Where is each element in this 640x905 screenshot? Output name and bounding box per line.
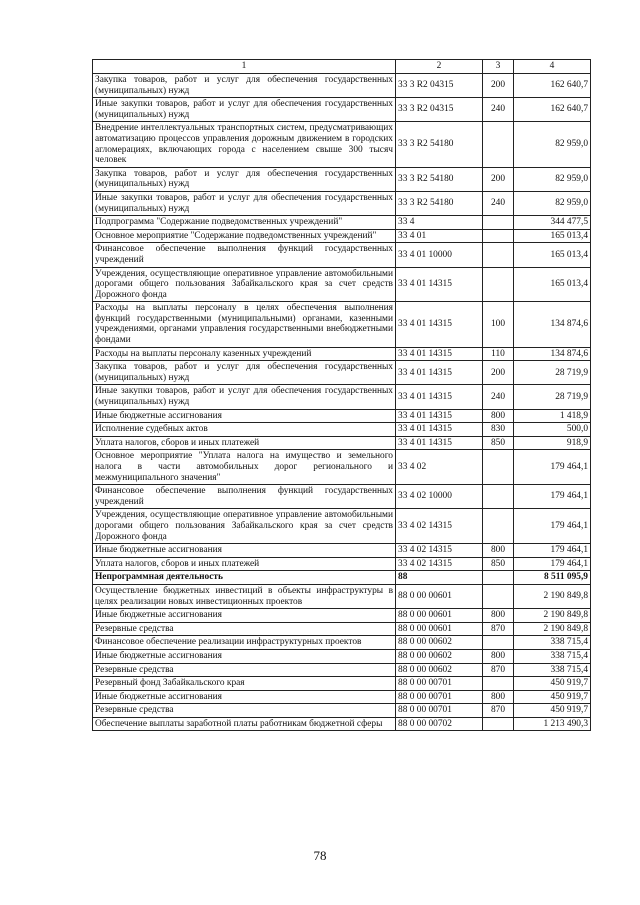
row-sum: 28 719,9 [514, 385, 591, 409]
header-col-2: 2 [396, 60, 483, 74]
row-expense-type [483, 571, 514, 585]
row-sum: 179 464,1 [514, 450, 591, 485]
row-code: 33 4 01 14315 [396, 361, 483, 385]
row-name: Закупка товаров, работ и услуг для обеспечения государственных (муниципальных) нужд [93, 74, 396, 98]
row-name: Учреждения, осуществляющие оперативное управление автомобильными дорогами общего пользования Забайкальского края за счет средств Дорожного фонда [93, 267, 396, 302]
row-expense-type: 830 [483, 423, 514, 437]
row-sum: 82 959,0 [514, 191, 591, 215]
row-expense-type: 800 [483, 690, 514, 704]
row-code: 33 4 02 14315 [396, 544, 483, 558]
row-name: Резервные средства [93, 704, 396, 718]
row-name: Финансовое обеспечение реализации инфраструктурных проектов [93, 636, 396, 650]
row-sum: 338 715,4 [514, 663, 591, 677]
row-name: Иные закупки товаров, работ и услуг для обеспечения государственных (муниципальных) нужд [93, 98, 396, 122]
row-code: 33 4 02 [396, 450, 483, 485]
row-sum: 918,9 [514, 436, 591, 450]
row-code: 33 4 02 14315 [396, 509, 483, 544]
row-name: Иные бюджетные ассигнования [93, 544, 396, 558]
row-expense-type [483, 485, 514, 509]
row-name: Внедрение интеллектуальных транспортных систем, предусматривающих автоматизацию процессов управления дорожным движением в городских агломерациях, включающих города с населением свыше 300 тысяч человек [93, 122, 396, 167]
table-row [93, 98, 591, 122]
row-name: Расходы на выплаты персоналу казенных учреждений [93, 347, 396, 361]
row-name: Закупка товаров, работ и услуг для обеспечения государственных (муниципальных) нужд [93, 167, 396, 191]
row-code: 88 0 00 00601 [396, 584, 483, 608]
row-expense-type: 800 [483, 609, 514, 623]
table-row [93, 243, 591, 267]
row-expense-type: 200 [483, 74, 514, 98]
row-name: Подпрограмма "Содержание подведомственных учреждений" [93, 216, 396, 230]
row-name: Иные бюджетные ассигнования [93, 609, 396, 623]
row-name: Расходы на выплаты персоналу в целях обеспечения выполнения функций государственными (муниципальными) органами, казенными учреждениями, органами управления государственными внебюджетными фондами [93, 302, 396, 347]
row-sum: 338 715,4 [514, 649, 591, 663]
row-name: Непрограммная деятельность [93, 571, 396, 585]
row-sum: 179 464,1 [514, 557, 591, 571]
row-code: 33 4 01 14315 [396, 409, 483, 423]
header-col-1: 1 [93, 60, 396, 74]
page-number: 78 [313, 848, 327, 863]
table-row [93, 302, 591, 347]
row-expense-type: 200 [483, 167, 514, 191]
row-expense-type: 100 [483, 302, 514, 347]
row-code: 33 3 R2 04315 [396, 98, 483, 122]
table-row [93, 649, 591, 663]
row-name: Резервные средства [93, 663, 396, 677]
table-row [93, 122, 591, 167]
row-code: 33 4 02 10000 [396, 485, 483, 509]
row-expense-type: 240 [483, 191, 514, 215]
table-row [93, 690, 591, 704]
row-code: 88 0 00 00701 [396, 704, 483, 718]
row-code: 33 4 02 14315 [396, 557, 483, 571]
row-sum: 165 013,4 [514, 229, 591, 243]
table-row [93, 167, 591, 191]
row-sum: 338 715,4 [514, 636, 591, 650]
row-name: Иные бюджетные ассигнования [93, 690, 396, 704]
table-row [93, 622, 591, 636]
table-body [93, 74, 591, 731]
row-expense-type: 110 [483, 347, 514, 361]
row-expense-type: 870 [483, 622, 514, 636]
row-name: Основное мероприятие "Содержание подведомственных учреждений" [93, 229, 396, 243]
table-row [93, 609, 591, 623]
row-expense-type: 870 [483, 663, 514, 677]
table-row [93, 509, 591, 544]
row-name: Осуществление бюджетных инвестиций в объекты инфраструктуры в целях реализации новых инвестиционных проектов [93, 584, 396, 608]
table-row [93, 216, 591, 230]
row-code: 33 4 01 14315 [396, 436, 483, 450]
row-code: 33 3 R2 54180 [396, 191, 483, 215]
row-name: Иные бюджетные ассигнования [93, 409, 396, 423]
row-sum: 2 190 849,8 [514, 584, 591, 608]
row-expense-type [483, 636, 514, 650]
row-sum: 162 640,7 [514, 74, 591, 98]
row-sum: 162 640,7 [514, 98, 591, 122]
table-row [93, 229, 591, 243]
row-sum: 450 919,7 [514, 690, 591, 704]
row-name: Закупка товаров, работ и услуг для обеспечения государственных (муниципальных) нужд [93, 361, 396, 385]
row-expense-type: 800 [483, 544, 514, 558]
row-sum: 134 874,6 [514, 347, 591, 361]
table-row [93, 385, 591, 409]
row-expense-type: 200 [483, 361, 514, 385]
table-row [93, 267, 591, 302]
row-name: Исполнение судебных актов [93, 423, 396, 437]
row-name: Основное мероприятие "Уплата налога на имущество и земельного налога в части автомобильных дорог регионального и межмуниципального значения" [93, 450, 396, 485]
row-expense-type: 850 [483, 436, 514, 450]
table-row [93, 423, 591, 437]
table-row [93, 704, 591, 718]
row-expense-type [483, 509, 514, 544]
row-sum: 450 919,7 [514, 677, 591, 691]
row-code: 33 4 01 14315 [396, 267, 483, 302]
table-row [93, 717, 591, 731]
row-sum: 134 874,6 [514, 302, 591, 347]
table-row [93, 74, 591, 98]
row-sum: 28 719,9 [514, 361, 591, 385]
row-expense-type: 870 [483, 704, 514, 718]
header-col-3: 3 [483, 60, 514, 74]
row-sum: 165 013,4 [514, 243, 591, 267]
row-name: Уплата налогов, сборов и иных платежей [93, 557, 396, 571]
row-sum: 1 213 490,3 [514, 717, 591, 731]
row-code: 88 [396, 571, 483, 585]
row-expense-type: 850 [483, 557, 514, 571]
row-sum: 1 418,9 [514, 409, 591, 423]
table-row [93, 450, 591, 485]
row-code: 33 3 R2 54180 [396, 122, 483, 167]
table-row [93, 361, 591, 385]
row-expense-type: 240 [483, 98, 514, 122]
row-name: Иные закупки товаров, работ и услуг для обеспечения государственных (муниципальных) нужд [93, 385, 396, 409]
row-code: 88 0 00 00602 [396, 636, 483, 650]
row-name: Иные закупки товаров, работ и услуг для обеспечения государственных (муниципальных) нужд [93, 191, 396, 215]
row-code: 33 4 01 [396, 229, 483, 243]
row-sum: 82 959,0 [514, 167, 591, 191]
row-expense-type [483, 229, 514, 243]
row-name: Иные бюджетные ассигнования [93, 649, 396, 663]
row-sum: 82 959,0 [514, 122, 591, 167]
row-code: 33 3 R2 04315 [396, 74, 483, 98]
table-row [93, 571, 591, 585]
row-code: 88 0 00 00602 [396, 663, 483, 677]
row-code: 88 0 00 00601 [396, 609, 483, 623]
row-name: Учреждения, осуществляющие оперативное управление автомобильными дорогами общего пользования Забайкальского края за счет средств Дорожного фонда [93, 509, 396, 544]
row-sum: 8 511 095,9 [514, 571, 591, 585]
row-sum: 2 190 849,8 [514, 622, 591, 636]
row-code: 33 4 01 14315 [396, 385, 483, 409]
row-sum: 179 464,1 [514, 509, 591, 544]
row-expense-type [483, 584, 514, 608]
row-expense-type [483, 450, 514, 485]
row-code: 33 3 R2 54180 [396, 167, 483, 191]
row-code: 88 0 00 00701 [396, 677, 483, 691]
row-expense-type: 800 [483, 649, 514, 663]
table-row [93, 347, 591, 361]
row-code: 33 4 01 10000 [396, 243, 483, 267]
row-code: 88 0 00 00702 [396, 717, 483, 731]
row-expense-type [483, 243, 514, 267]
row-name: Обеспечение выплаты заработной платы работникам бюджетной сферы [93, 717, 396, 731]
header-col-4: 4 [514, 60, 591, 74]
table-row [93, 584, 591, 608]
table-row [93, 544, 591, 558]
row-sum: 179 464,1 [514, 485, 591, 509]
table-row [93, 557, 591, 571]
row-code: 88 0 00 00701 [396, 690, 483, 704]
table-row [93, 409, 591, 423]
row-expense-type [483, 122, 514, 167]
table-row [93, 663, 591, 677]
table-header-row [93, 60, 591, 74]
row-sum: 344 477,5 [514, 216, 591, 230]
row-sum: 450 919,7 [514, 704, 591, 718]
table-row [93, 677, 591, 691]
table-row [93, 436, 591, 450]
row-sum: 165 013,4 [514, 267, 591, 302]
row-expense-type: 800 [483, 409, 514, 423]
row-expense-type [483, 677, 514, 691]
row-code: 33 4 01 14315 [396, 423, 483, 437]
row-sum: 179 464,1 [514, 544, 591, 558]
row-sum: 2 190 849,8 [514, 609, 591, 623]
row-expense-type [483, 216, 514, 230]
row-sum: 500,0 [514, 423, 591, 437]
row-name: Резервные средства [93, 622, 396, 636]
row-expense-type: 240 [483, 385, 514, 409]
table-row [93, 485, 591, 509]
row-name: Финансовое обеспечение выполнения функций государственных учреждений [93, 485, 396, 509]
row-name: Уплата налогов, сборов и иных платежей [93, 436, 396, 450]
row-expense-type [483, 267, 514, 302]
row-name: Резервный фонд Забайкальского края [93, 677, 396, 691]
row-code: 88 0 00 00602 [396, 649, 483, 663]
row-code: 88 0 00 00601 [396, 622, 483, 636]
row-code: 33 4 01 14315 [396, 347, 483, 361]
row-expense-type [483, 717, 514, 731]
row-name: Финансовое обеспечение выполнения функций государственных учреждений [93, 243, 396, 267]
table-row [93, 636, 591, 650]
row-code: 33 4 01 14315 [396, 302, 483, 347]
row-code: 33 4 [396, 216, 483, 230]
budget-table [92, 59, 591, 731]
table-row [93, 191, 591, 215]
